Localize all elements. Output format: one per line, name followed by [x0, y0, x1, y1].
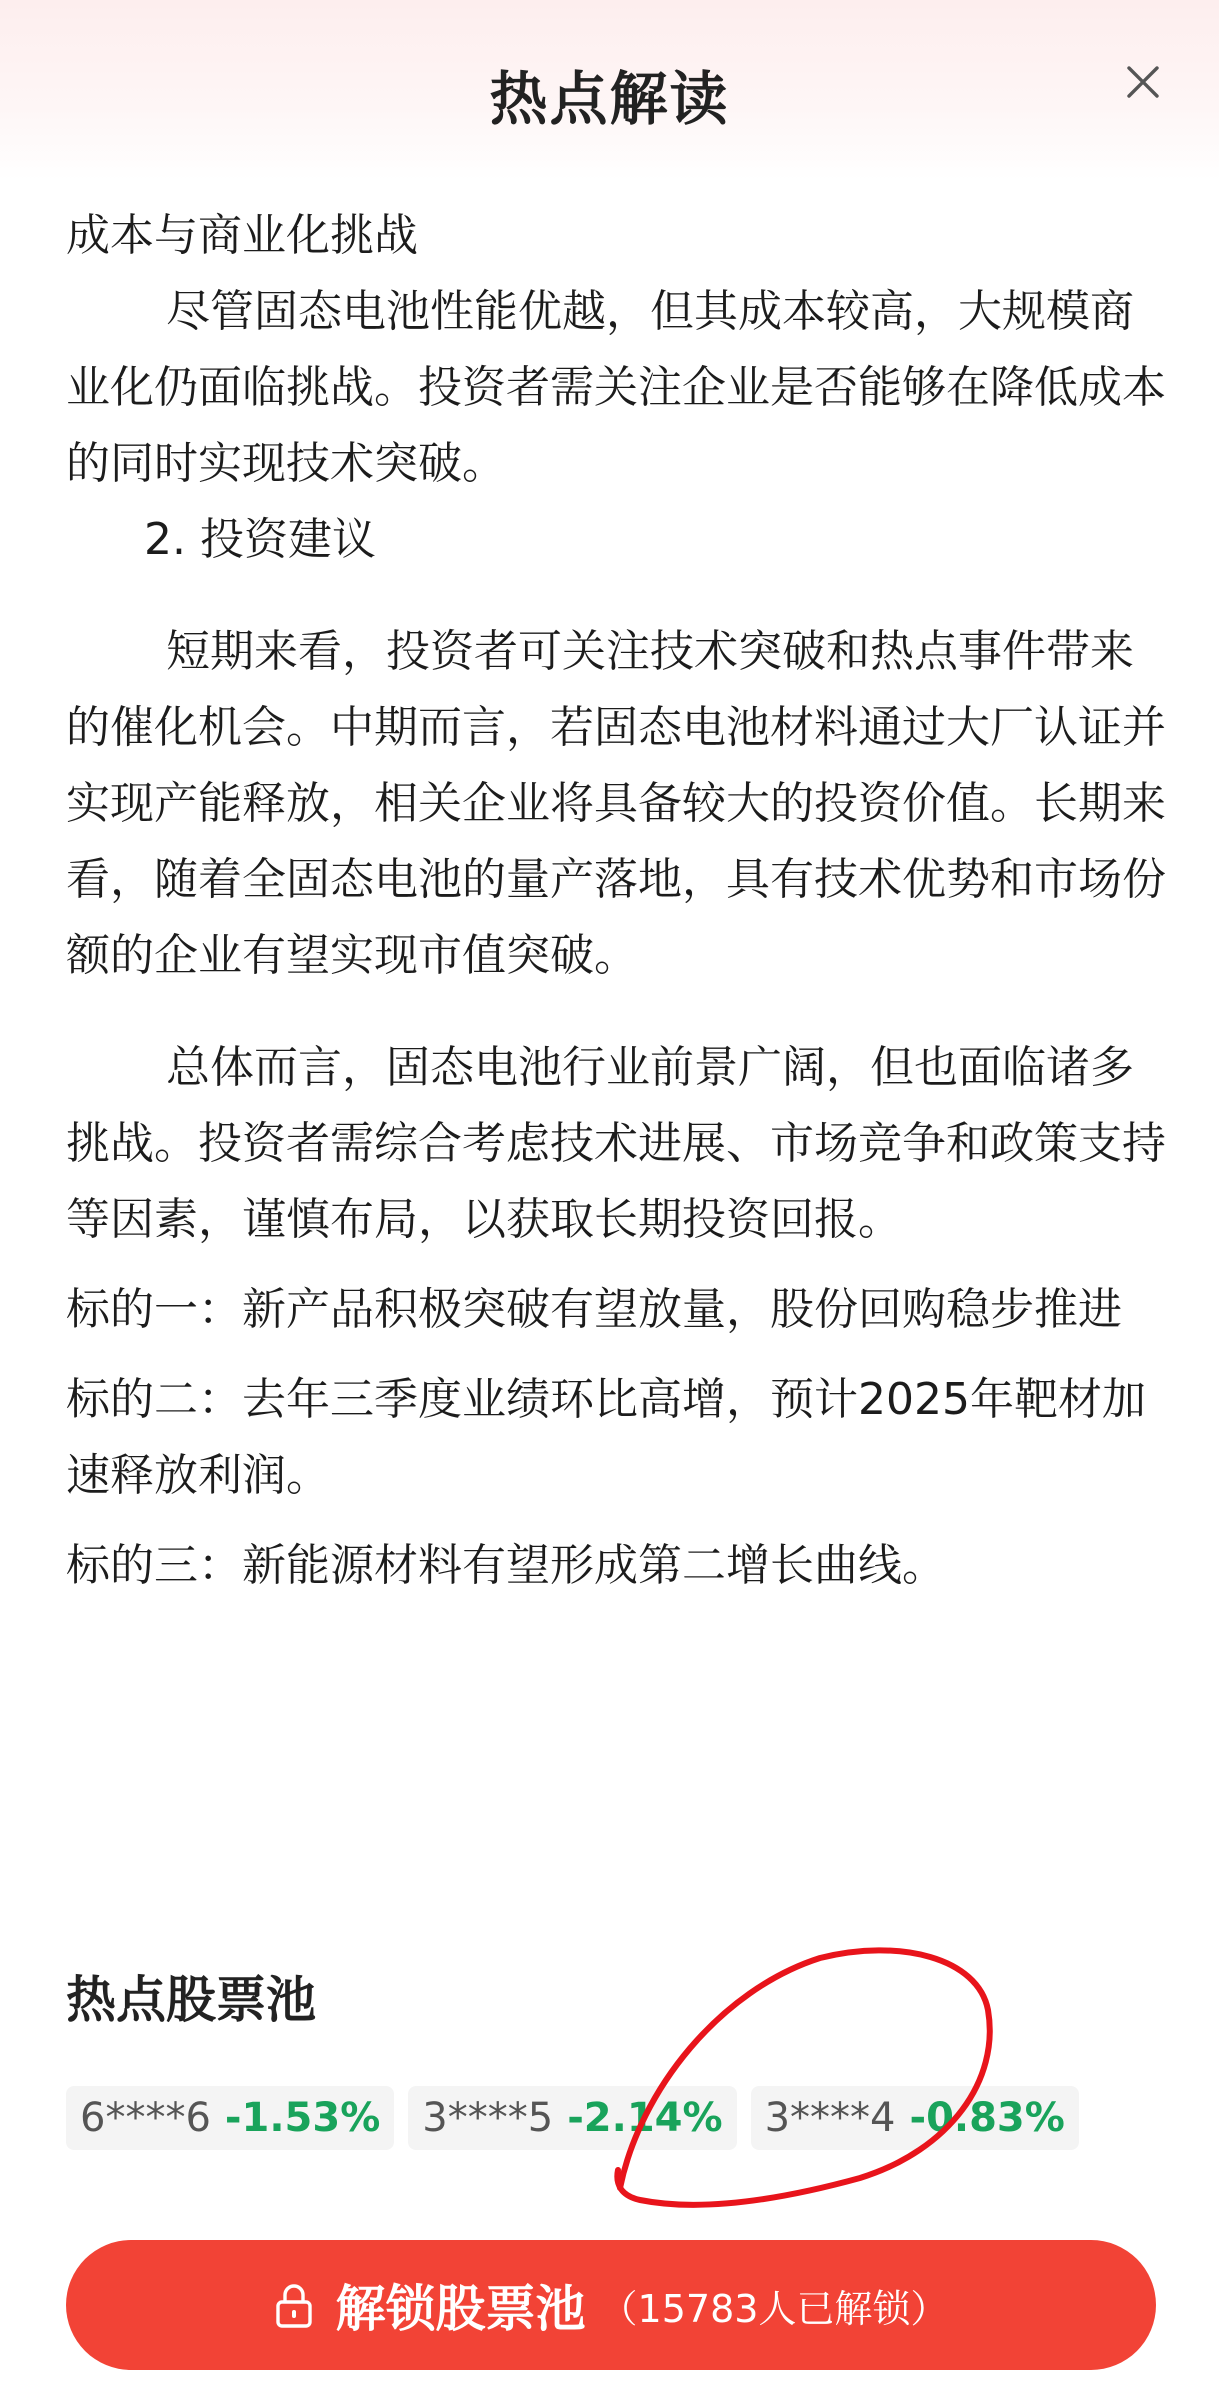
- unlock-button-label: 解锁股票池: [335, 2280, 586, 2338]
- paragraph-invest: 短期来看，投资者可关注技术突破和热点事件带来的催化机会。中期而言，若固态电池材料通过大厂认证并实现产能释放，相关企业将具备较大的投资价值。长期来看，随着全固态电池的量产落地，具有技术优势和市场份额的企业有望实现市值突破。: [66, 626, 1166, 981]
- stock-pool-title: 热点股票池: [66, 1971, 316, 2029]
- stock-chip[interactable]: [751, 2086, 1079, 2150]
- target-item-3: 标的三：新能源材料有望形成第二增长曲线。: [66, 1540, 946, 1591]
- section-heading: 成本与商业化挑战: [66, 210, 418, 261]
- stock-chip-list: [66, 2086, 1079, 2150]
- lock-icon: [274, 2282, 314, 2328]
- stock-chip[interactable]: [66, 2086, 394, 2150]
- article-body: [66, 198, 1166, 1604]
- stock-code: 3****5: [422, 2095, 554, 2141]
- stock-code: 6****6: [80, 2095, 211, 2141]
- unlock-count: （15783人已解锁）: [599, 2286, 949, 2331]
- modal-header: [0, 0, 1219, 180]
- paragraph-cost: 尽管固态电池性能优越，但其成本较高，大规模商业化仍面临挑战。投资者需关注企业是否能够在降低成本的同时实现技术突破。: [66, 286, 1166, 489]
- target-item-1: 标的一：新产品积极突破有望放量，股份回购稳步推进: [66, 1284, 1122, 1335]
- stock-code: 3****4: [764, 2095, 896, 2141]
- subheading-invest: 2. 投资建议: [144, 514, 376, 565]
- stock-chip[interactable]: [408, 2086, 736, 2150]
- page-title: 热点解读: [489, 65, 730, 133]
- target-item-2: 标的二：去年三季度业绩环比高增，预计2025年靶材加速释放利润。: [66, 1374, 1146, 1501]
- paragraph-summary: 总体而言，固态电池行业前景广阔，但也面临诸多挑战。投资者需综合考虑技术进展、市场竞争和政策支持等因素，谨慎布局，以获取长期投资回报。: [66, 1042, 1166, 1245]
- unlock-stock-pool-button[interactable]: [66, 2240, 1156, 2370]
- close-icon[interactable]: [1123, 62, 1163, 102]
- stock-change: -0.83%: [909, 2095, 1065, 2141]
- stock-change: -1.53%: [224, 2095, 381, 2141]
- stock-change: -2.14%: [567, 2095, 723, 2141]
